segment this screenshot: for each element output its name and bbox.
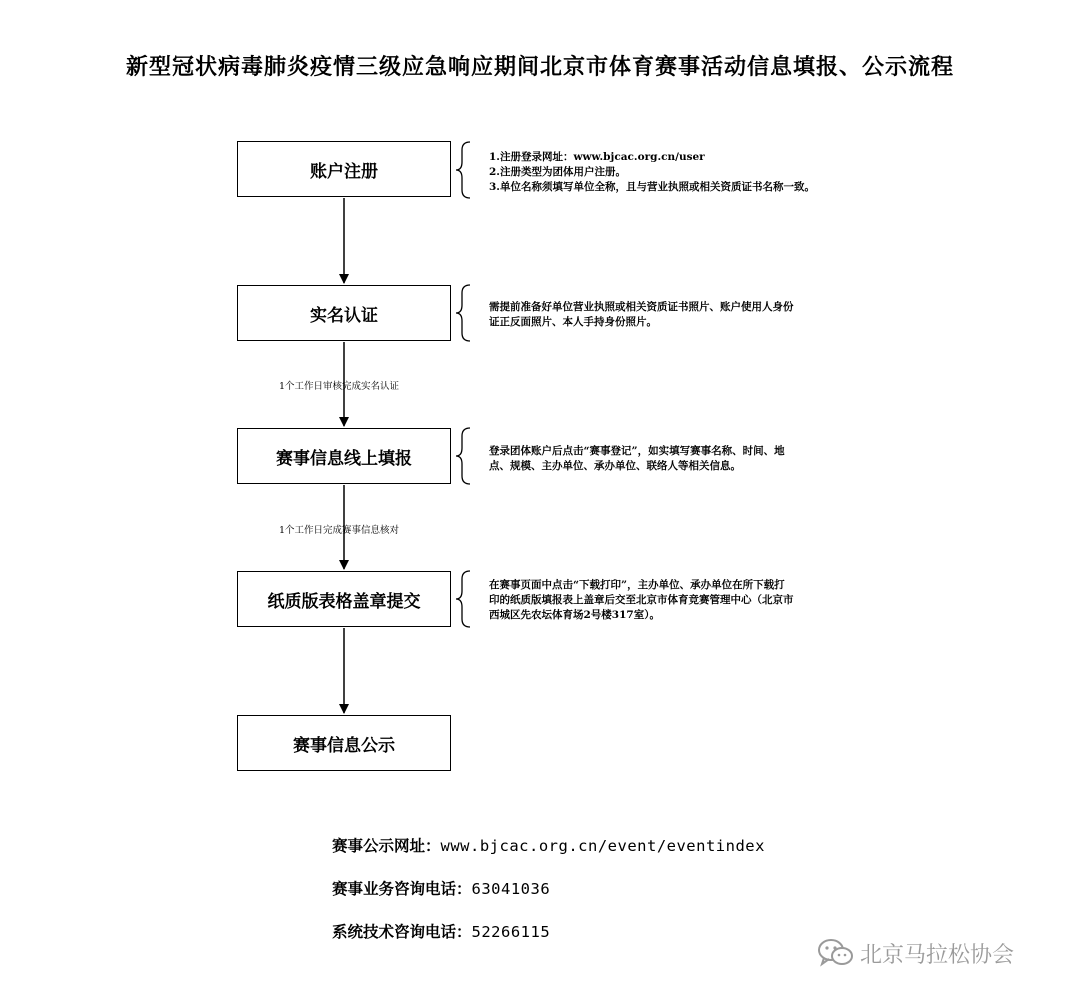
- watermark-text: 北京马拉松协会: [860, 942, 1015, 968]
- watermark: [818, 936, 1014, 970]
- step-real-name-verification: 实名认证: [237, 285, 451, 341]
- brace-4: [456, 571, 470, 627]
- edge-label-verification: 1个工作日审核完成实名认证: [279, 381, 400, 392]
- footer-business-phone-label: 赛事业务咨询电话：: [332, 879, 472, 898]
- note-line: 2.注册类型为团体用户注册。: [489, 166, 626, 178]
- note-line: 在赛事页面中点击“下载打印”，主办单位、承办单位在所下载打: [489, 579, 785, 591]
- note-line: 3.单位名称须填写单位全称，且与营业执照或相关资质证书名称一致。: [489, 181, 815, 193]
- note-line: 证正反面照片、本人手持身份照片。: [489, 316, 657, 328]
- footer-website-label: 赛事公示网址：: [332, 836, 441, 855]
- footer-tech-phone-number: 52266115: [471, 923, 551, 941]
- note-line: 登录团体账户后点击“赛事登记”，如实填写赛事名称、时间、地: [489, 445, 785, 457]
- page-title: 新型冠状病毒肺炎疫情三级应急响应期间北京市体育赛事活动信息填报、公示流程: [125, 54, 954, 80]
- footer-tech-phone: [332, 920, 550, 942]
- footer-website-url: www.bjcac.org.cn/event/eventindex: [440, 837, 765, 855]
- footer-website: [332, 834, 765, 856]
- step-account-registration: 账户注册: [237, 141, 451, 197]
- step-online-event-filing: 赛事信息线上填报: [237, 428, 451, 484]
- footer-business-phone-number: 63041036: [471, 880, 551, 898]
- footer-tech-phone-label: 系统技术咨询电话：: [332, 922, 472, 941]
- note-account-registration: [489, 150, 864, 195]
- brace-2: [456, 285, 470, 341]
- note-real-name-verification: [489, 300, 864, 330]
- edge-label-event-check: 1个工作日完成赛事信息核对: [279, 525, 400, 536]
- wechat-icon: [818, 938, 854, 968]
- step-paper-form-submission: 纸质版表格盖章提交: [237, 571, 451, 627]
- brace-3: [456, 428, 470, 484]
- note-line: 印的纸质版填报表上盖章后交至北京市体育竞赛管理中心（北京市: [489, 594, 794, 606]
- footer-business-phone: [332, 877, 550, 899]
- note-online-event-filing: [489, 444, 864, 474]
- step-event-publication: 赛事信息公示: [237, 715, 451, 771]
- note-line: 1.注册登录网址：www.bjcac.org.cn/user: [489, 151, 705, 163]
- note-paper-form-submission: [489, 578, 864, 623]
- note-line: 点、规模、主办单位、承办单位、联络人等相关信息。: [489, 460, 741, 472]
- brace-1: [456, 142, 470, 198]
- note-line: 需提前准备好单位营业执照或相关资质证书照片、账户使用人身份: [489, 301, 794, 313]
- note-line: 西城区先农坛体育场2号楼317室）。: [489, 609, 660, 621]
